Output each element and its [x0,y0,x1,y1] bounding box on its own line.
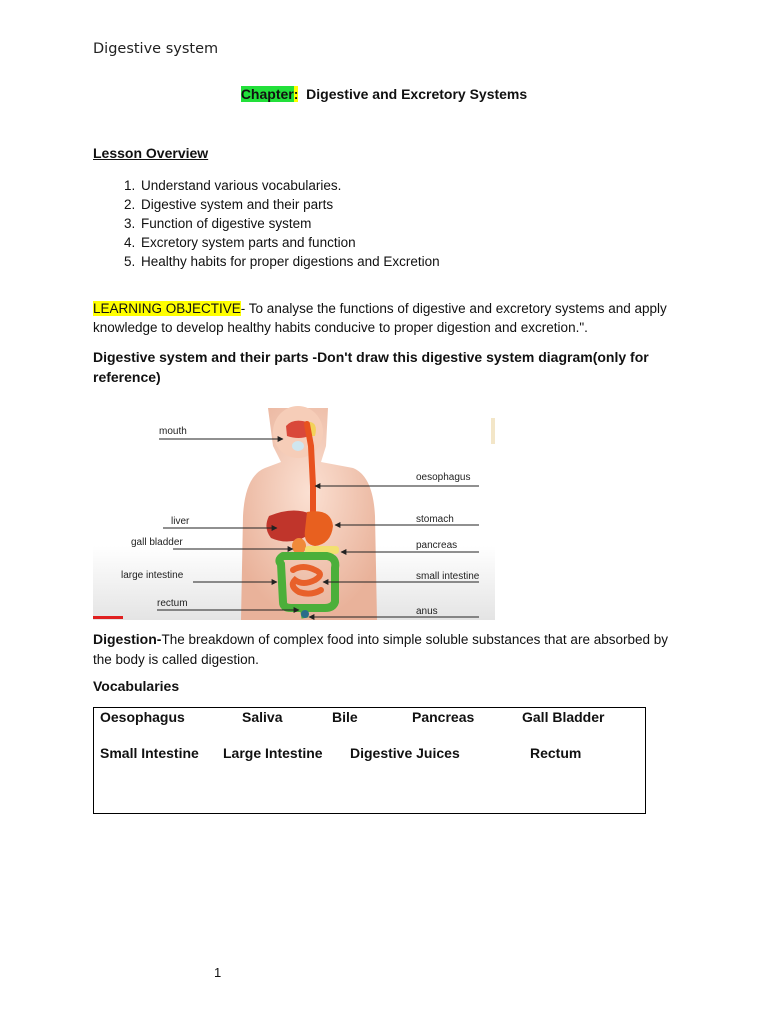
chapter-label: Chapter [240,86,294,102]
vocab-word: Pancreas [412,709,475,725]
liver-shape [266,510,311,541]
label-rectum: rectum [157,598,188,609]
vocab-word: Rectum [530,745,582,761]
lesson-item: 5. Healthy habits for proper digestions and Excretion [139,252,440,271]
document-header: Digestive system [93,41,219,57]
chapter-colon: : [293,86,299,102]
label-gall-bladder: gall bladder [131,537,183,548]
vocabulary-heading: Vocabularies [93,678,180,694]
anus-shape [301,610,309,618]
label-anus: anus [416,606,438,617]
vocab-word: Gall Bladder [522,709,605,725]
vocab-word: Digestive Juices [350,745,460,761]
vocab-word: Saliva [242,709,283,725]
lesson-item: 3. Function of digestive system [139,214,440,233]
digestive-system-diagram [93,406,495,620]
gall-bladder-shape [292,538,306,554]
learning-objective [93,299,683,337]
vocab-word: Bile [332,709,358,725]
red-bar [93,616,123,619]
chapter-title [0,86,768,102]
label-oesophagus: oesophagus [416,472,471,483]
page-number: 1 [214,965,222,980]
diagram-heading: Digestive system and their parts -Don't draw this digestive system diagram(only for reference) [93,349,649,385]
lesson-list [93,176,440,271]
label-large-intestine: large intestine [121,570,184,581]
vocab-word: Large Intestine [223,745,323,761]
label-stomach: stomach [416,514,454,525]
vocab-word: Oesophagus [100,709,185,725]
learning-objective-label: LEARNING OBJECTIVE [93,301,241,316]
label-mouth: mouth [159,426,187,437]
label-small-intestine: small intestine [416,571,480,582]
label-liver: liver [171,516,190,527]
vocab-word: Small Intestine [100,745,199,761]
label-pancreas: pancreas [416,540,458,551]
digestion-term: Digestion- [93,631,162,647]
digestion-text: The breakdown of complex food into simple soluble substances that are absorbed by the body is called digestion. [93,632,668,667]
lesson-overview-heading: Lesson Overview [93,145,209,161]
vocabulary-box [93,707,646,814]
chapter-name: Digestive and Excretory Systems [306,86,528,102]
digestion-definition [93,629,683,670]
lesson-item: 1. Understand various vocabularies. [139,176,440,195]
lesson-item: 2. Digestive system and their parts [139,195,440,214]
lesson-item: 4. Excretory system parts and function [139,233,440,252]
learning-objective-text: - To analyse the functions of digestive and excretory systems and apply knowledge to develop healthy habits conducive to proper digestion and excretion.". [93,301,667,335]
